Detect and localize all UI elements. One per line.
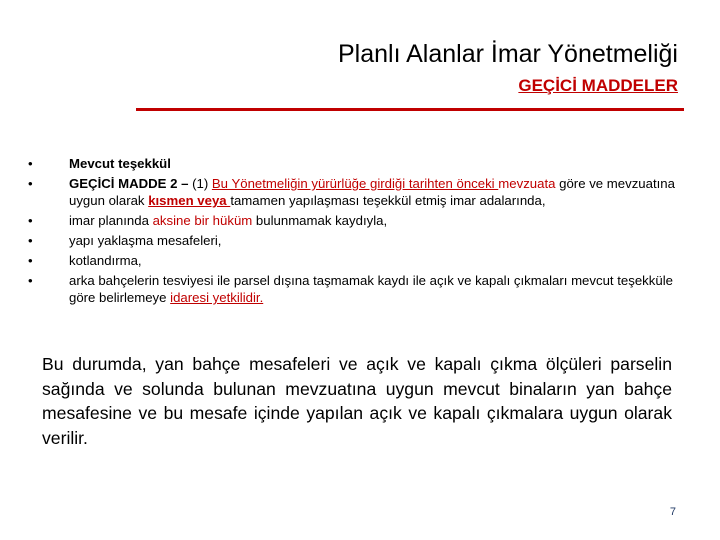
- bullet-list: [28, 155, 680, 309]
- bullet-item: [28, 252, 680, 269]
- body-text: göre ve mevzuatına uygun olarak: [69, 176, 675, 208]
- bullet-marker: •: [28, 233, 33, 248]
- bullet-marker: •: [28, 273, 33, 288]
- bullet-item: [28, 175, 680, 209]
- emphasis-text: kısmen veya: [148, 193, 231, 208]
- body-text: yapı yaklaşma mesafeleri,: [69, 233, 222, 248]
- slide-subtitle: GEÇİCİ MADDELER: [518, 76, 678, 95]
- bullet-marker: •: [28, 213, 33, 228]
- highlight-text: idaresi yetkilidir.: [170, 290, 264, 305]
- body-text: kotlandırma,: [69, 253, 142, 268]
- article-number: (1): [192, 176, 212, 191]
- body-text: tamamen yapılaşması teşekkül etmiş imar adalarında,: [230, 193, 546, 208]
- page-number: 7: [669, 506, 676, 518]
- bullet-item: [28, 272, 680, 306]
- highlight-text: aksine bir hüküm: [152, 213, 253, 228]
- title-divider: [136, 108, 684, 111]
- bullet-item: [28, 212, 680, 229]
- body-text: arka bahçelerin tesviyesi ile parsel dışına taşmamak kaydı ile açık ve kapalı çıkmaları mevcut teşekküle göre belirlemeye: [69, 273, 673, 305]
- summary-paragraph: Bu durumda, yan bahçe mesafeleri ve açık ve kapalı çıkma ölçüleri parselin sağında ve solunda bulunan mevzuatına uygun mevcut binaların yan bahçe mesafesine ve bu mesafe içinde yapılan açık ve kapalı çıkmalara uygun olarak verilir.: [42, 354, 672, 448]
- body-text: bulunmamak kaydıyla,: [252, 213, 388, 228]
- article-label: GEÇİCİ MADDE 2 –: [69, 176, 193, 191]
- bullet-marker: •: [28, 156, 33, 171]
- bullet-marker: •: [28, 176, 33, 191]
- body-text: imar planında: [69, 213, 153, 228]
- bullet-marker: •: [28, 253, 33, 268]
- underlined-text: Bu Yönetmeliğin yürürlüğe girdiği tarihten önceki: [211, 176, 499, 191]
- bullet-heading: Mevcut teşekkül: [69, 156, 171, 171]
- bullet-item: [28, 232, 680, 249]
- highlight-text: mevzuata: [498, 176, 556, 191]
- bullet-item: [28, 155, 680, 172]
- slide-title: Planlı Alanlar İmar Yönetmeliği: [338, 40, 678, 68]
